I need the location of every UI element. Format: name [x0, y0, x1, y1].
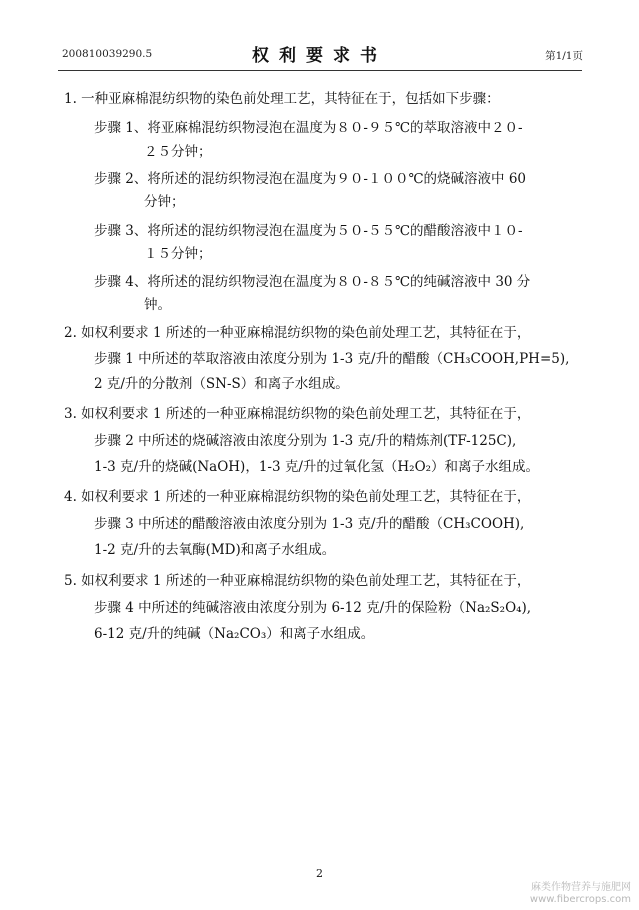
claim-1-line-4: 步骤 2、将所述的混纺织物浸泡在温度为９０-１００℃的烧碱溶液中 60 [94, 171, 527, 187]
application-number: 200810039290.5 [62, 48, 153, 60]
claim-1-line-6: 步骤 3、将所述的混纺织物浸泡在温度为５０-５５℃的醋酸溶液中１０- [94, 223, 523, 239]
claim-5-line-1: 5. 如权利要求 1 所述的一种亚麻棉混纺织物的染色前处理工艺，其特征在于， [64, 573, 531, 589]
watermark-url: www.fibercrops.com [529, 894, 631, 905]
claim-2-line-1: 2. 如权利要求 1 所述的一种亚麻棉混纺织物的染色前处理工艺，其特征在于， [64, 325, 531, 341]
claim-3-line-1: 3. 如权利要求 1 所述的一种亚麻棉混纺织物的染色前处理工艺，其特征在于， [64, 406, 531, 422]
claim-1-line-9: 钟。 [144, 297, 171, 313]
claim-5-line-3: 6-12 克/升的纯碱（Na₂CO₃）和离子水组成。 [94, 626, 375, 642]
claim-1-line-3: ２５分钟； [144, 144, 212, 160]
claim-1-line-7: １５分钟； [144, 246, 212, 262]
claim-3-line-2: 步骤 2 中所述的烧碱溶液由浓度分别为 1-3 克/升的精炼剂(TF-125C), [94, 433, 517, 449]
claim-4-line-3: 1-2 克/升的去氧酶(MD)和离子水组成。 [94, 542, 336, 558]
claim-4-line-2: 步骤 3 中所述的醋酸溶液由浓度分别为 1-3 克/升的醋酸（CH₃COOH), [94, 516, 525, 532]
page-indicator: 第1/1页 [545, 50, 583, 62]
watermark [530, 882, 631, 906]
footer-page-number: 2 [316, 867, 323, 880]
claim-1-line-5: 分钟； [144, 194, 185, 210]
claim-1-line-8: 步骤 4、将所述的混纺织物浸泡在温度为８０-８５℃的纯碱溶液中 30 分 [94, 274, 531, 290]
claim-4-line-1: 4. 如权利要求 1 所述的一种亚麻棉混纺织物的染色前处理工艺，其特征在于， [64, 489, 531, 505]
claim-3-line-3: 1-3 克/升的烧碱(NaOH)，1-3 克/升的过氧化氢（H₂O₂）和离子水组成。 [94, 459, 540, 475]
claim-2-line-2: 步骤 1 中所述的萃取溶液由浓度分别为 1-3 克/升的醋酸（CH₃COOH,PH=5), [94, 351, 570, 367]
claim-1-line-1: 1. 一种亚麻棉混纺织物的染色前处理工艺，其特征在于，包括如下步骤： [64, 91, 500, 107]
header-rule [58, 70, 582, 71]
page-title: 权利要求书 [252, 46, 387, 66]
claim-1-line-2: 步骤 1、将亚麻棉混纺织物浸泡在温度为８０-９５℃的萃取溶液中２０- [94, 120, 523, 136]
watermark-name: 麻类作物营养与施肥网 [531, 882, 631, 893]
claim-2-line-3: 2 克/升的分散剂（SN-S）和离子水组成。 [94, 376, 349, 392]
claim-5-line-2: 步骤 4 中所述的纯碱溶液由浓度分别为 6-12 克/升的保险粉（Na₂S₂O₄), [94, 600, 532, 616]
